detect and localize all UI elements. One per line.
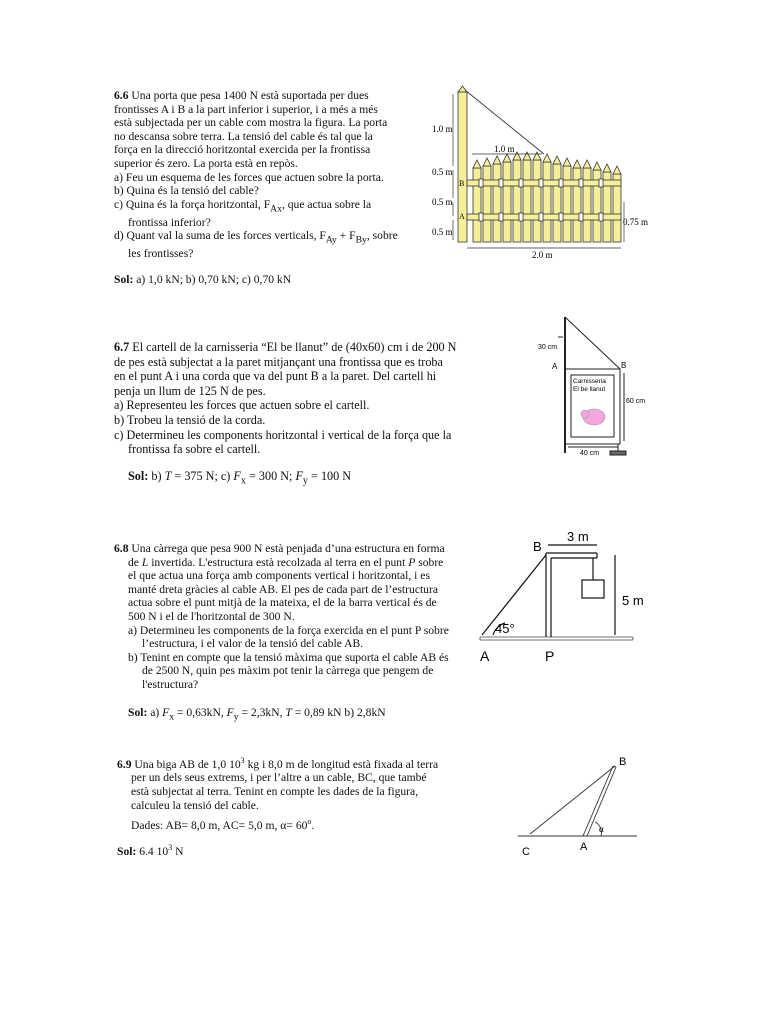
problem-number: 6.7	[114, 340, 130, 354]
label-c: C	[522, 846, 530, 858]
problem-text: 6.7 El cartell de la carnisseria “El be llanut” de (40x60) cm i de 200 N	[114, 340, 457, 354]
dim-right: 0.75 m	[623, 217, 649, 227]
item-b-cont: l'estructura?	[142, 677, 199, 691]
dim-top: 1.0 m	[494, 144, 515, 154]
figure-6-9-beam	[515, 752, 655, 862]
problem-text: actua sobre el punt mitjà de la mateixa, el de la barra vertical és de	[128, 596, 437, 610]
dim-1m: 1.0 m	[432, 124, 453, 134]
problem-text: força en la direcció horitzontal exercida per la frontissa	[114, 143, 371, 157]
solution: Sol: b) T = 375 N; c) $F_x = 300$ N; $F_y = 100$ N	[128, 468, 352, 487]
dim-5m: 5 m	[622, 593, 644, 608]
dim-05m: 0.5 m	[432, 227, 453, 237]
problem-number: 6.8	[114, 542, 129, 555]
figure-6-8-structure	[475, 525, 675, 670]
label-b: B	[459, 179, 465, 188]
problem-text: 500 N i el de l'horitzontal de 300 N.	[128, 609, 295, 623]
data-line: Dades: AB= 8,0 m, AC= 5,0 m, $\alpha= 60^o$.	[131, 817, 315, 833]
problem-text: superior és zero. La porta està en repòs.	[114, 156, 298, 170]
item-c-cont: frontissa fa sobre el cartell.	[128, 442, 261, 457]
item-b: b) Trobeu la tensió de la corda.	[114, 412, 266, 427]
dim-40cm: 40 cm	[580, 450, 600, 457]
item-c-cont: frontissa inferior?	[128, 215, 211, 229]
dim-bottom: 2.0 m	[532, 250, 553, 260]
label-b: B	[621, 361, 627, 370]
problem-text: manté dreta gràcies al cable AB. El pes de cada part de l’estructura	[128, 582, 438, 596]
item-a: a) Determineu les components de la força exercida en el punt P sobre	[128, 623, 449, 637]
item-d: d) Quant val la suma de les forces verticals, $F_{Ay} + F_{By}$, sobre	[114, 229, 398, 246]
item-a: a) Representeu les forces que actuen sobre el cartell.	[114, 398, 370, 413]
problem-text: per un dels seus extrems, i per l’altre a un cable, BC, que també	[131, 771, 427, 785]
problem-text: el que actua una força amb components vertical i horitzontal, i es	[128, 569, 430, 583]
problem-text: està subjectada per un cable com mostra la figura. La porta	[114, 116, 388, 130]
sign-text-1: Carnisseria	[573, 378, 606, 385]
problem-text: calculeu la tensió del cable.	[131, 798, 259, 812]
sign-text-2: El be llanut	[573, 386, 606, 393]
problem-6-8	[114, 542, 474, 723]
problem-text: de pes està subjectat a la paret mitjançant una frontissa que es troba	[114, 354, 443, 369]
item-d-cont: les frontisses?	[128, 247, 194, 261]
problem-text: 6.9 Una biga AB de 1,0 $10^3$ kg i 8,0 m de longitud està fixada al terra	[117, 756, 439, 771]
problem-number: 6.6	[114, 89, 129, 102]
figure-6-7-sign	[538, 313, 658, 468]
problem-text: frontisses A i B a la part inferior i superior, i a més a més	[114, 102, 378, 116]
label-a: A	[480, 648, 490, 664]
label-a: A	[580, 841, 588, 853]
item-a: a) Feu un esquema de les forces que actuen sobre la porta.	[114, 170, 384, 184]
problem-number: 6.9	[117, 757, 132, 771]
label-a: A	[552, 362, 558, 371]
problem-text: de L invertida. L'estructura està recolzada al terra en el punt P sobre	[128, 555, 444, 569]
problem-text: en el punt A i una corda que va del punt B a la paret. Del cartell hi	[114, 369, 437, 384]
problem-text: està subjectat al terra. Tenint en compte les dades de la figura,	[131, 785, 419, 799]
dim-05m: 0.5 m	[432, 167, 453, 177]
solution: Sol: a) $F_x = 0,63kN$, $F_y = 2,3kN$, T = 0,89 kN b) 2,8kN	[128, 705, 386, 722]
problem-text: penja un llum de 125 N de pes.	[114, 383, 266, 398]
item-b-cont: de 2500 N, quin pes màxim pot tenir la càrrega que pengem de	[142, 664, 434, 678]
dim-30cm: 30 cm	[538, 344, 558, 351]
dim-05m: 0.5 m	[432, 197, 453, 207]
problem-text: 6.6 Una porta que pesa 1400 N està suportada per dues	[114, 89, 369, 102]
solution: Sol: 6.4 $10^3$ N	[117, 842, 184, 858]
problem-text: no descansa sobre terra. La tensió del cable és tal que la	[114, 129, 373, 143]
angle-alpha: α	[599, 824, 604, 834]
label-b: B	[533, 539, 542, 554]
item-c: c) Determineu les components horitzontal i vertical de la força que la	[114, 427, 452, 442]
item-b: b) Quina és la tensió del cable?	[114, 184, 259, 198]
problem-6-9	[117, 754, 467, 858]
label-p: P	[545, 648, 555, 664]
item-b: b) Tenint en compte que la tensió màxima que suporta el cable AB és	[128, 650, 449, 664]
item-c: c) Quina és la força horitzontal, $F_{Ax}$, que actua sobre la	[114, 197, 372, 215]
label-b: B	[619, 756, 627, 768]
problem-6-7	[114, 340, 494, 489]
problem-text: 6.8 Una càrrega que pesa 900 N està penjada d’una estructura en forma	[114, 542, 445, 555]
angle-45: 45°	[495, 621, 515, 636]
solution: Sol: a) 1,0 kN; b) 0,70 kN; c) 0,70 kN	[114, 272, 292, 286]
label-a: A	[459, 212, 465, 221]
figure-6-6-gate	[432, 86, 652, 266]
dim-3m: 3 m	[567, 529, 589, 544]
problem-6-6	[114, 89, 420, 286]
item-a-cont: l’estructura, i el valor de la tensió del cable AB.	[142, 637, 364, 651]
dim-60cm: 60 cm	[626, 398, 646, 405]
